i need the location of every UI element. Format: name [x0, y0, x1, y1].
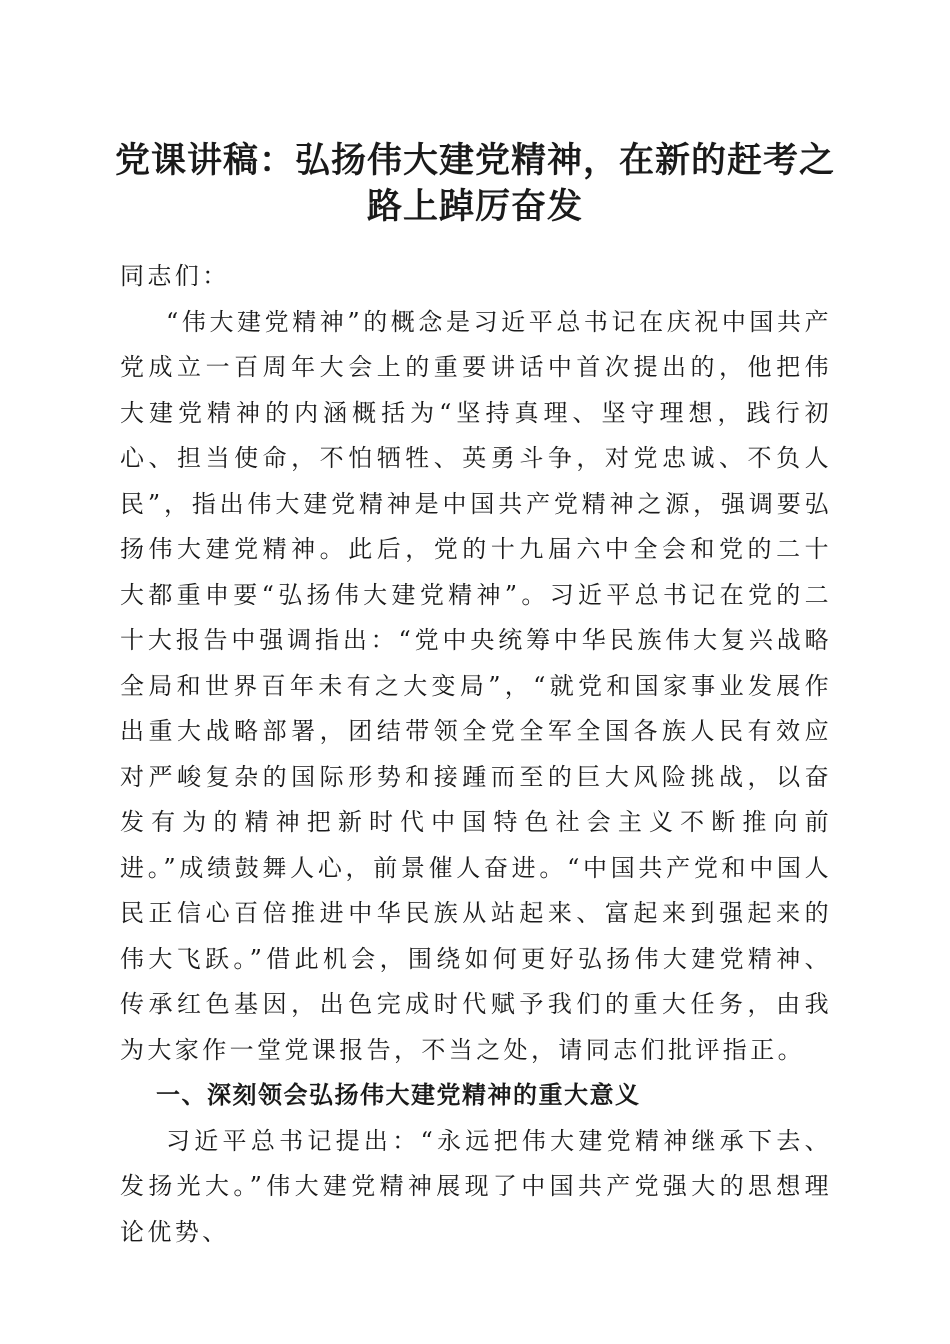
document-body — [120, 254, 832, 1255]
intro-paragraph: “伟大建党精神”的概念是习近平总书记在庆祝中国共产党成立一百周年大会上的重要讲话中首次提出的，他把伟大建党精神的内涵概括为“坚持真理、坚守理想，践行初心、担当使命，不怕牺牲、英勇斗争，对党忠诚、不负人民”，指出伟大建党精神是中国共产党精神之源，强调要弘扬伟大建党精神。此后，党的十九届六中全会和党的二十大都重申要“弘扬伟大建党精神”。习近平总书记在党的二十大报告中强调指出：“党中央统筹中华民族伟大复兴战略全局和世界百年未有之大变局”，“就党和国家事业发展作出重大战略部署，团结带领全党全军全国各族人民有效应对严峻复杂的国际形势和接踵而至的巨大风险挑战，以奋发有为的精神把新时代中国特色社会主义不断推向前进。”成绩鼓舞人心，前景催人奋进。“中国共产党和中国人民正信心百倍推进中华民族从站起来、富起来到强起来的伟大飞跃。”借此机会，围绕如何更好弘扬伟大建党精神、传承红色基因，出色完成时代赋予我们的重大任务，由我为大家作一堂党课报告，不当之处，请同志们批评指正。 — [120, 307, 832, 1064]
salutation: 同志们： — [120, 262, 230, 290]
document-title: 党课讲稿：弘扬伟大建党精神，在新的赶考之路上踔厉奋发 — [114, 140, 835, 227]
section-heading: 一、深刻领会弘扬伟大建党精神的重大意义 — [156, 1081, 641, 1109]
section-paragraph: 习近平总书记提出：“永远把伟大建党精神继承下去、发扬光大。”伟大建党精神展现了中国共产党强大的思想理论优势、 — [120, 1126, 832, 1246]
